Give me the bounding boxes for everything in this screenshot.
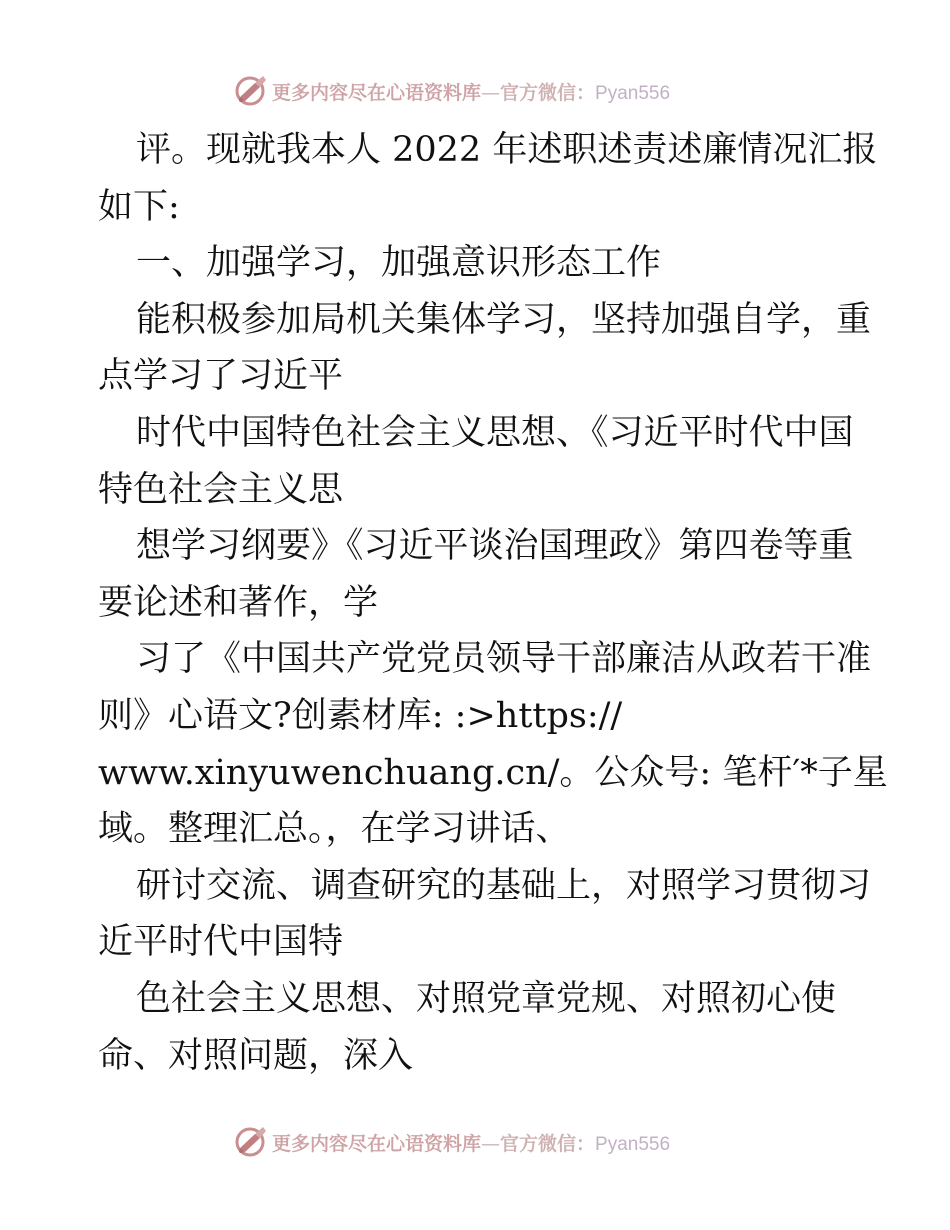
document-body [98, 122, 888, 1084]
pen-logo-icon [233, 1124, 269, 1158]
footer-wechat-id: Pyan556 [595, 1134, 671, 1155]
footer-watermark [0, 1121, 950, 1161]
footer-brand: 更多内容尽在心语资料库 [272, 1133, 482, 1155]
header-wechat-label: 官方微信： [500, 82, 596, 104]
text-line: 则》心语文?创素材库: :>https:// [98, 695, 623, 736]
header-wechat-id: Pyan556 [595, 83, 671, 104]
text-line: 如下: [98, 186, 180, 227]
section-heading: 一、加强学习，加强意识形态工作 [136, 243, 662, 284]
text-line: 想学习纲要》《习近平谈治国理政》第四卷等重 [136, 526, 854, 567]
footer-wechat-label: 官方微信： [500, 1133, 596, 1155]
text-line: 研讨交流、调查研究的基础上，对照学习贯彻习 [136, 865, 872, 906]
text-line: 命、对照问题，深入 [98, 1035, 414, 1076]
text-line: 域。整理汇总。，在学习讲话、 [98, 809, 571, 850]
text-line: 特色社会主义思 [98, 469, 344, 510]
text-line: 点学习了习近平 [98, 356, 344, 397]
text-line: 习了《中国共产党党员领导干部廉洁从政若干准 [136, 639, 872, 680]
text-line: 要论述和著作，学 [98, 582, 379, 623]
header-watermark [0, 70, 950, 110]
text-line: 时代中国特色社会主义思想、《习近平时代中国 [136, 412, 854, 453]
text-line: 能积极参加局机关集体学习，坚持加强自学，重 [136, 299, 872, 340]
text-line: 近平时代中国特 [98, 922, 344, 963]
header-brand: 更多内容尽在心语资料库 [272, 82, 482, 104]
header-separator: — [481, 82, 501, 104]
text-line: www.xinyuwenchuang.cn/。公众号: 笔杆′*子星 [98, 752, 888, 793]
text-line: 评。现就我本人 2022 年述职述责述廉情况汇报 [136, 130, 878, 170]
footer-separator: — [481, 1133, 501, 1155]
text-line: 色社会主义思想、对照党章党规、对照初心使 [136, 978, 837, 1019]
pen-logo-icon [233, 73, 269, 107]
